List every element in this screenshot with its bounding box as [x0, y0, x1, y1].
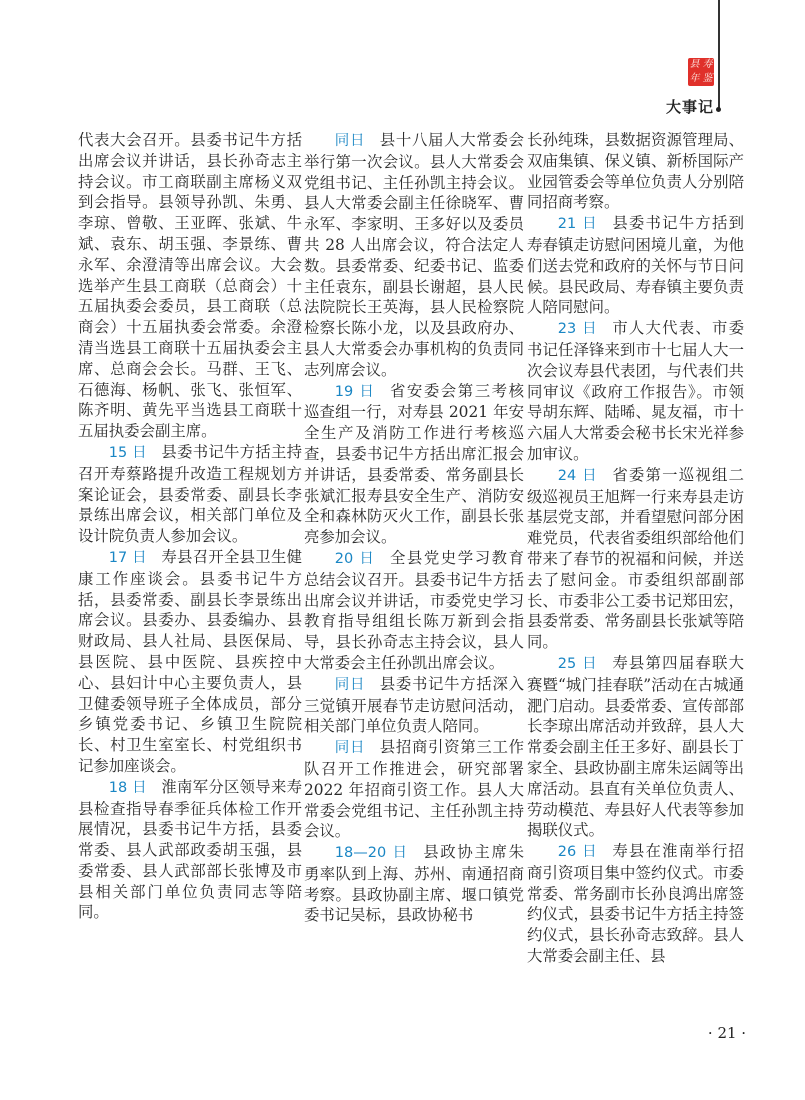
header-rule-dot: [716, 107, 721, 112]
yearbook-seal-logo: [688, 58, 714, 86]
entry-text: 市人大代表、市委书记任泽锋来到市十七届人大一次会议寿县代表团，与代表们共同审议《政府工作报告》。市领导胡东辉、陆晞、晁友福，市十六届人大常委会秘书长宋光祥参加审议。: [527, 319, 744, 463]
entry-date: 18 日: [108, 779, 147, 796]
entry: [304, 737, 524, 842]
entry: [78, 777, 302, 924]
entry: [527, 653, 744, 841]
entry: [304, 548, 524, 674]
seal-char: 鉴: [702, 73, 713, 84]
entry-text: 长孙纯珠，县数据资源管理局、双庙集镇、保义镇、新桥国际产业园管委会等单位负责人分别陪同招商考察。: [527, 131, 744, 212]
entry-date: 23 日: [557, 321, 598, 338]
page-number: · 21 ·: [707, 1024, 747, 1042]
entry-date: 17 日: [108, 549, 147, 566]
column-left: [78, 130, 302, 923]
entry-text: 县十八届人大常委会举行第一次会议。县人大常委会党组书记、主任孙凯主持会议。县人大常委会副主任徐晓军、曹永军、李家明、王多好以及委员共 28 人出席会议，符合法定人数。县委常委、纪委书记、监委主任袁东，副县长谢超，县人民法院院长王英海，县人民检察院检察长陈小龙，以及县政府办、县人大常委会办事机构的负责同志列席会议。: [304, 131, 524, 379]
entry: [527, 213, 744, 318]
entry: [527, 841, 744, 967]
seal-char: 县: [689, 59, 700, 70]
entry-date: 同日: [334, 676, 366, 693]
section-title: 大事记: [665, 98, 714, 116]
entry-text: 全县党史学习教育总结会议召开。县委书记牛方括出席会议并讲话，市委党史学习教育指导组组长陈万新到会指导，县长孙奇志主持会议，县人大常委会主任孙凯出席会议。: [304, 548, 524, 672]
entry-date: 18—20 日: [334, 845, 409, 862]
entry: [78, 547, 302, 777]
entry-date: 25 日: [557, 655, 598, 672]
entry-date: 同日: [334, 133, 366, 149]
entry: [304, 130, 524, 381]
entry: [304, 381, 524, 548]
entry-date: 26 日: [557, 844, 598, 861]
entry: [78, 442, 302, 547]
entry-text: 淮南军分区领导来寿县检查指导春季征兵体检工作开展情况，县委书记牛方括，县委常委、县人武部政委胡玉强，县委常委、县人武部部长张博及市县相关部门单位负责同志等陪同。: [78, 777, 302, 922]
entry: [304, 842, 524, 926]
entry: [304, 674, 524, 737]
entry-date: 21 日: [557, 216, 598, 233]
entry-text: 寿县召开全县卫生健康工作座谈会。县委书记牛方括，县委常委、副县长李景练出席会议。县委办、县委编办、县财政局、县人社局、县医保局、县医院、县中医院、县疾控中心、县妇计中心主要负责人，县卫健委领导班子全体成员，部分乡镇党委书记、乡镇卫生院院长、村卫生室室长、村党组织书记参加座谈会。: [78, 547, 302, 775]
seal-char: 年: [689, 73, 700, 84]
entry-text: 代表大会召开。县委书记牛方括出席会议并讲话，县长孙奇志主持会议。市工商联副主席杨义双到会指导。县领导孙凯、朱勇、李琼、曾敬、王亚晖、张斌、牛斌、袁东、胡玉强、李景练、曹永军、余澄清等出席会议。大会选举产生县工商联（总商会）十五届执委会委员，县工商联（总商会）十五届执委会常委。余澄清当选县工商联十五届执委会主席、总商会会长。马群、王飞、石德海、杨帆、张飞、张恒军、陈齐明、黄先平当选县工商联十五届执委会副主席。: [78, 131, 302, 441]
entry-text: 省安委会第三考核巡查组一行，对寿县 2021 年安全生产及消防工作进行考核巡查，县委书记牛方括出席汇报会并讲话，县委常委、常务副县长张斌汇报寿县安全生产、消防安全和森林防灭火工作，副县长张亮参加会议。: [304, 381, 524, 547]
column-right: [527, 130, 744, 967]
entry-text: 寿县第四届春联大赛暨“城门挂春联”活动在古城通淝门启动。县委常委、宣传部部长李琼出席活动并致辞，县人大常委会副主任王多好、副县长丁家全、县政协副主席朱运阔等出席活动。县直有关单位负责人、劳动模范、寿县好人代表等参加揭联仪式。: [527, 653, 744, 840]
entry-text: 寿县在淮南举行招商引资项目集中签约仪式。市委常委、常务副市长孙良鸿出席签约仪式，县委书记牛方括主持签约仪式，县长孙奇志致辞。县人大常委会副主任、县: [527, 842, 744, 966]
entry-date: 同日: [334, 740, 366, 757]
entry-date: 15 日: [108, 444, 147, 461]
column-middle: [304, 130, 524, 926]
seal-char: 寿: [702, 59, 713, 70]
header-rule-line: [718, 0, 720, 109]
entry-date: 19 日: [334, 383, 376, 400]
entry-continued: [78, 130, 302, 442]
entry: [527, 465, 744, 653]
entry-text: 县委书记牛方括主持召开寿蔡路提升改造工程规划方案论证会，县委常委、副县长李景练出席会议，相关部门单位及设计院负责人参加会议。: [78, 442, 302, 546]
entry-text: 县政协主席朱勇率队到上海、苏州、南通招商考察。县政协副主席、堰口镇党委书记吴标，县政协秘书: [304, 843, 524, 925]
entry-text: 县委书记牛方括深入三觉镇开展春节走访慰问活动，相关部门单位负责人陪同。: [304, 674, 524, 736]
entry-continued: [527, 130, 744, 213]
entry-date: 24 日: [557, 467, 598, 484]
entry-text: 县招商引资第三工作队召开工作推进会，研究部署 2022 年招商引资工作。县人大常委会党组书记、主任孙凯主持会议。: [304, 738, 524, 841]
entry-text: 县委书记牛方括到寿春镇走访慰问困境儿童，为他们送去党和政府的关怀与节日问候。县民政局、寿春镇主要负责人陪同慰问。: [527, 214, 744, 317]
entry-date: 20 日: [334, 550, 376, 567]
entry-text: 省委第一巡视组二级巡视员王旭辉一行来寿县走访基层党支部，并看望慰问部分困难党员，代表省委组织部给他们带来了春节的祝福和问候，并送去了慰问金。市委组织部副部长、市委非公工委书记郑田宏，县委常委、常务副县长张斌等陪同。: [527, 465, 744, 652]
entry: [527, 318, 744, 465]
